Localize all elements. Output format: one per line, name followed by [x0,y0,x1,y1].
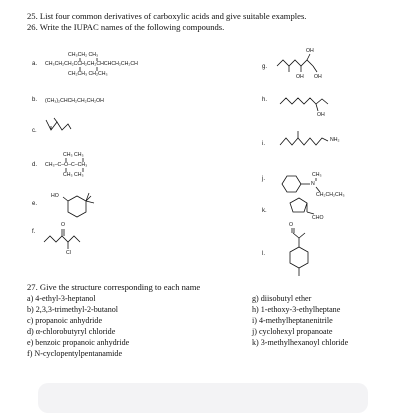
compound-d-top: CH₃ CH₃ [63,152,84,158]
compound-j-label: j. [262,176,265,182]
compound-i-label: i. [262,141,265,147]
compound-d-bottom: CH₃ CH₃ [63,172,84,178]
compound-c-label: c. [32,128,37,134]
compound-h-oh: OH [317,112,325,118]
q27-item-j: j) cyclohexyl propanoate [252,327,333,336]
question-25: 25. List four common derivatives of carboxylic acids and give suitable examples. [27,11,307,21]
compound-g-oh-top: OH [306,48,314,54]
compound-a-label: a. [32,61,38,67]
question-27-title: 27. Give the structure corresponding to each name [27,282,201,292]
compound-f-label: f. [32,229,36,235]
compound-k-label: k. [262,208,267,214]
compound-d-label: d. [32,162,38,168]
answer-area [38,383,368,413]
compound-f-cl: Cl [66,250,71,256]
compound-a-bottom: CH₂CH₃ CH₂CH₃ [68,71,108,77]
compound-a-top: CH₃CH₂ CH₃ [68,52,99,58]
compound-e-label: e. [32,201,38,207]
q27-item-k: k) 3-methylhexanoyl chloride [252,338,349,347]
q27-item-f: f) N-cyclopentylpentanamide [27,349,123,358]
compound-l-label: l. [262,251,265,257]
q27-item-d: d) α-chlorobutyryl chloride [27,327,116,336]
q27-item-h: h) 1-ethoxy-3-ethylheptane [252,305,341,314]
q27-item-b: b) 2,3,3-trimethyl-2-butanol [27,305,119,314]
q27-item-a: a) 4-ethyl-3-heptanol [27,294,96,303]
compound-j-ch3: CH₃ [312,172,322,178]
question-26: 26. Write the IUPAC names of the following compounds. [27,22,225,32]
q27-item-g: g) diisobutyl ether [252,294,312,303]
compound-g-label: g. [262,64,268,70]
compound-j-n: N [311,181,315,187]
compound-b-label: b. [32,97,38,103]
compound-f-o: O [61,222,66,228]
compound-g-oh-bottom-left: OH [296,74,304,80]
compound-l-o: O [289,222,294,228]
compound-k-cho: CHO [312,215,324,221]
q27-item-i: i) 4-methylheptanenitrile [252,316,333,325]
compound-b-formula: (CH₃)₂CHCH₂CH₂CH₂OH [45,98,104,104]
compound-e-ho: HO [51,193,59,199]
compound-i-nh2: NH₂ [330,137,340,143]
q27-item-c: c) propanoic anhydride [27,316,103,325]
compound-a-main: CH₃CH₂CH₂CCH₂CH₂CHCHCH₂CH₂CH [45,61,138,67]
compound-h-label: h. [262,97,268,103]
compound-g-oh-bottom-right: OH [314,74,322,80]
compound-j-chain: CH₂CH₂CH₃ [316,192,345,198]
compound-d-main: CH₃–C–O–C–CH₃ [45,162,88,168]
q27-item-e: e) benzoic propanoic anhydride [27,338,130,347]
